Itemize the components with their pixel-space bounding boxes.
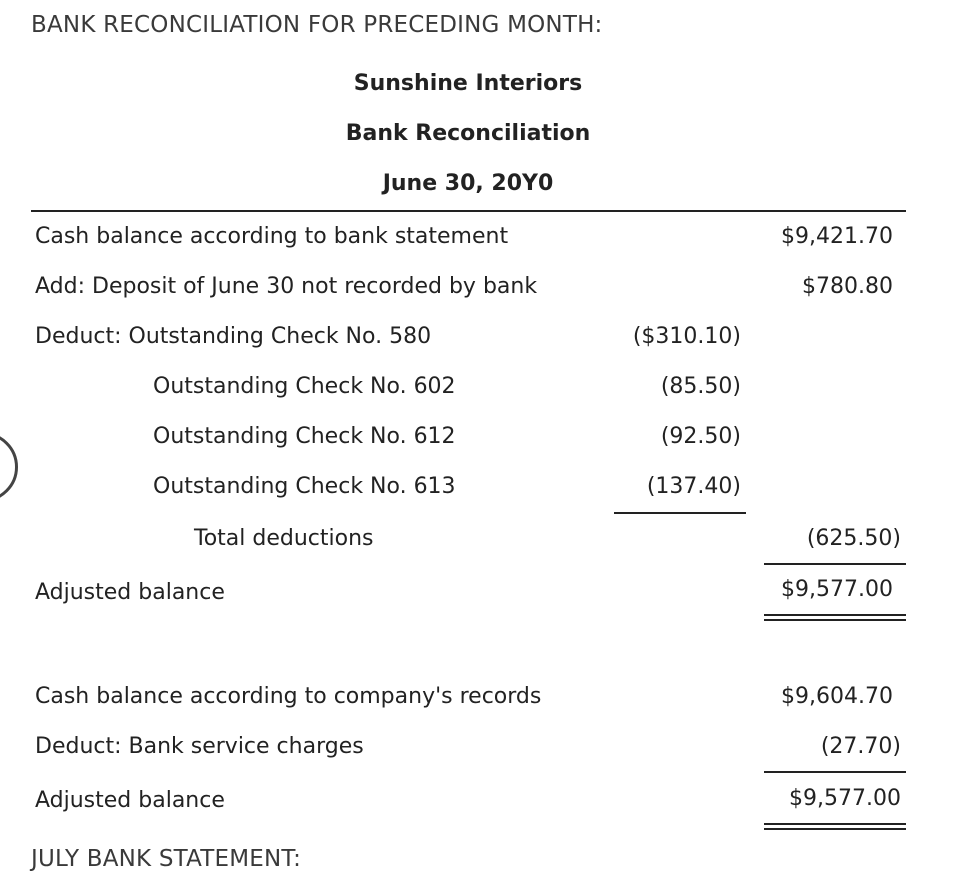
checks-subtotal-rule	[614, 512, 746, 514]
company-adjusted-amount: $9,577.00	[789, 786, 901, 811]
cash-bank-label: Cash balance according to bank statement	[35, 224, 509, 249]
deposit-amount: $780.80	[802, 274, 893, 299]
report-date: June 30, 20Y0	[382, 171, 554, 196]
header-rule	[31, 210, 906, 212]
cash-company-amount: $9,604.70	[781, 684, 893, 709]
check-612-label: Outstanding Check No. 612	[153, 424, 456, 449]
company-name: Sunshine Interiors	[353, 71, 583, 96]
section-heading-july-statement: JULY BANK STATEMENT:	[31, 846, 302, 872]
bank-adjusted-double-rule	[764, 614, 906, 621]
check-580-amount: ($310.10)	[632, 324, 741, 349]
scroll-circle-icon	[0, 432, 18, 502]
service-charges-amount: (27.70)	[820, 734, 901, 759]
check-613-label: Outstanding Check No. 613	[153, 474, 456, 499]
check-602-label: Outstanding Check No. 602	[153, 374, 456, 399]
cash-bank-amount: $9,421.70	[781, 224, 893, 249]
check-580-label: Deduct: Outstanding Check No. 580	[35, 324, 432, 349]
bank-adjusted-amount: $9,577.00	[781, 577, 893, 602]
report-title: Bank Reconciliation	[345, 121, 591, 146]
check-613-amount: (137.40)	[646, 474, 741, 499]
bank-adjusted-label: Adjusted balance	[35, 580, 225, 605]
company-adjusted-double-rule	[764, 823, 906, 830]
service-charges-label: Deduct: Bank service charges	[35, 734, 364, 759]
check-602-amount: (85.50)	[660, 374, 741, 399]
check-612-amount: (92.50)	[660, 424, 741, 449]
total-deductions-amount: (625.50)	[806, 526, 901, 551]
section-heading-preceding-month: BANK RECONCILIATION FOR PRECEDING MONTH:	[31, 12, 603, 38]
cash-company-label: Cash balance according to company's records	[35, 684, 542, 709]
total-deductions-label: Total deductions	[194, 526, 374, 551]
deposit-label: Add: Deposit of June 30 not recorded by bank	[35, 274, 538, 299]
company-adjusted-label: Adjusted balance	[35, 788, 225, 813]
deductions-rule	[764, 563, 906, 565]
service-charges-rule	[764, 771, 906, 773]
